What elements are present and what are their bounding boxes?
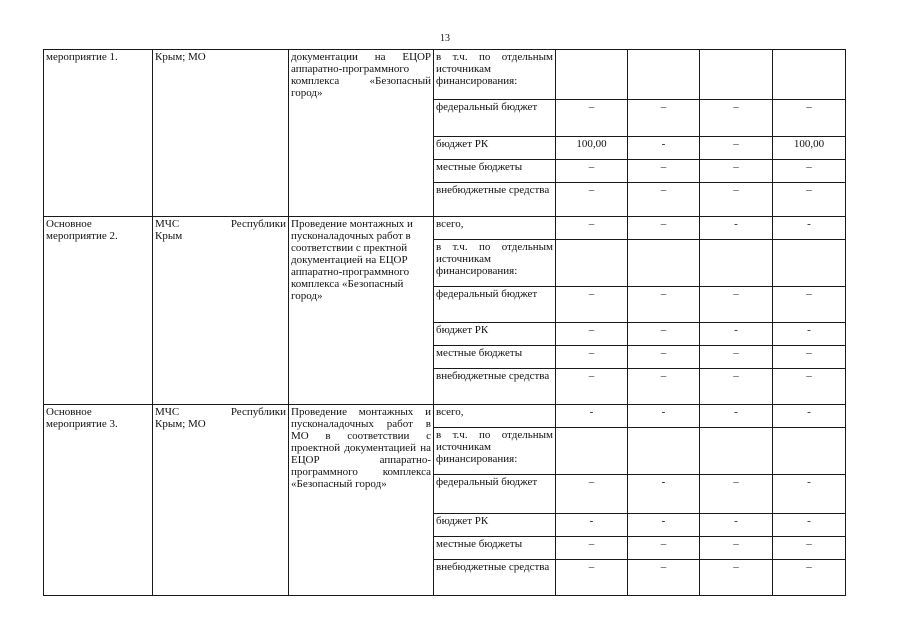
value-cell: – [700,137,773,160]
value-cell: - [773,217,846,240]
event-description: Проведение монтажных и пусконаладочных работ в МО в соответствии с проектной документацией на ЕЦОР аппаратно-программного комплекса «Безопасный город» [291,406,431,490]
source-label: внебюджетные средства [436,370,550,382]
source-label-cell [434,369,556,405]
value-cell: – [700,475,773,514]
value-cell: – [556,346,628,369]
source-label-cell [434,137,556,160]
source-label: внебюджетные средства [436,184,550,196]
value-cell: – [773,369,846,405]
source-label-cell [434,160,556,183]
executor: Крым; МО [155,51,206,63]
value-cell: – [628,287,700,323]
source-label-cell [434,100,556,137]
value-cell: – [700,160,773,183]
source-label: всего, [436,406,464,418]
executor-part: МЧС [155,406,180,418]
table-row [44,405,846,428]
value-cell: – [773,100,846,137]
value-cell: – [628,323,700,346]
value-cell: – [700,100,773,137]
value-cell: – [700,183,773,217]
value-cell: - [773,475,846,514]
source-label: бюджет РК [436,138,489,150]
value-cell: – [773,346,846,369]
value-cell [773,428,846,475]
value-cell: – [556,537,628,560]
value-cell: – [556,287,628,323]
value-cell: - [628,137,700,160]
event-name: Основное мероприятие 3. [46,406,118,430]
value-cell: 100,00 [773,137,846,160]
value-cell: – [628,217,700,240]
source-label-cell [434,287,556,323]
value-cell [700,428,773,475]
value-cell [556,50,628,100]
value-cell: – [556,323,628,346]
value-cell: – [556,369,628,405]
value-cell: – [556,217,628,240]
source-label-cell [434,346,556,369]
source-label-cell [434,217,556,240]
value-cell: - [700,514,773,537]
source-label-cell [434,428,556,475]
value-cell: – [700,369,773,405]
value-cell [700,240,773,287]
value-cell: – [628,100,700,137]
value-cell: 100,00 [556,137,628,160]
value-cell: – [628,160,700,183]
value-cell: - [700,405,773,428]
source-label-cell [434,183,556,217]
executor-cell [153,50,289,217]
value-cell: – [773,560,846,596]
value-cell: - [700,323,773,346]
source-label-cell [434,514,556,537]
value-cell: – [556,160,628,183]
value-cell: - [628,405,700,428]
executor-part: Республики [230,406,286,418]
executor-line [155,406,286,418]
executor-part: МЧС [155,218,180,230]
source-label-cell [434,405,556,428]
value-cell: - [556,405,628,428]
event-name: мероприятие 1. [46,51,118,63]
value-cell: – [700,560,773,596]
source-label: в т.ч. по отдельным источникам финансирования: [436,429,553,465]
executor-cell [153,217,289,405]
value-cell [628,240,700,287]
value-cell [556,240,628,287]
executor-part: Республики [230,218,286,230]
value-cell: – [628,346,700,369]
value-cell [628,50,700,100]
source-label: в т.ч. по отдельным источникам финансирования: [436,241,553,277]
financing-table [43,49,846,596]
source-label: внебюджетные средства [436,561,550,573]
event-name: Основное мероприятие 2. [46,218,118,242]
executor-part: Крым; МО [155,418,206,430]
source-label: федеральный бюджет [436,101,538,113]
value-cell: – [773,160,846,183]
source-label-cell [434,240,556,287]
source-label: в т.ч. по отдельным источникам финансирования: [436,51,553,87]
executor-part: Крым [155,230,183,242]
source-label: федеральный бюджет [436,476,538,488]
value-cell [773,50,846,100]
value-cell: – [700,346,773,369]
event-description-cell [289,405,434,596]
value-cell: – [700,537,773,560]
event-description-cell [289,217,434,405]
source-label-cell [434,323,556,346]
table-row [44,50,846,100]
executor-line [155,218,286,230]
event-description-cell [289,50,434,217]
event-name-cell [44,405,153,596]
value-cell: – [773,287,846,323]
value-cell: – [773,537,846,560]
value-cell: - [773,405,846,428]
source-label: бюджет РК [436,515,489,527]
source-label: местные бюджеты [436,161,523,173]
source-label: всего, [436,218,464,230]
value-cell: - [556,514,628,537]
source-label: федеральный бюджет [436,288,538,300]
value-cell: - [628,514,700,537]
value-cell: - [773,323,846,346]
value-cell: – [628,537,700,560]
value-cell: – [556,100,628,137]
value-cell [773,240,846,287]
value-cell: – [700,287,773,323]
source-label-cell [434,475,556,514]
source-label: бюджет РК [436,324,489,336]
event-name-cell [44,217,153,405]
value-cell: - [628,475,700,514]
value-cell: – [773,183,846,217]
event-name-cell [44,50,153,217]
value-cell: - [773,514,846,537]
value-cell: – [556,560,628,596]
value-cell: – [556,475,628,514]
source-label-cell [434,50,556,100]
value-cell [700,50,773,100]
event-description: документации на ЕЦОР аппаратно-программного комплекса «Безопасный город» [291,51,431,99]
table-row [44,217,846,240]
source-label-cell [434,560,556,596]
value-cell [628,428,700,475]
value-cell: – [556,183,628,217]
value-cell: – [628,183,700,217]
value-cell: – [628,560,700,596]
value-cell: - [700,217,773,240]
source-label: местные бюджеты [436,347,523,359]
source-label-cell [434,537,556,560]
executor-cell [153,405,289,596]
source-label: местные бюджеты [436,538,523,550]
page-number: 13 [440,33,450,44]
value-cell [556,428,628,475]
event-description: Проведение монтажных и пусконаладочных работ в соответствии с пректной документацией на ЕЦОР аппаратно-программного комплекса «Безопасный город» [291,218,413,302]
value-cell: – [628,369,700,405]
